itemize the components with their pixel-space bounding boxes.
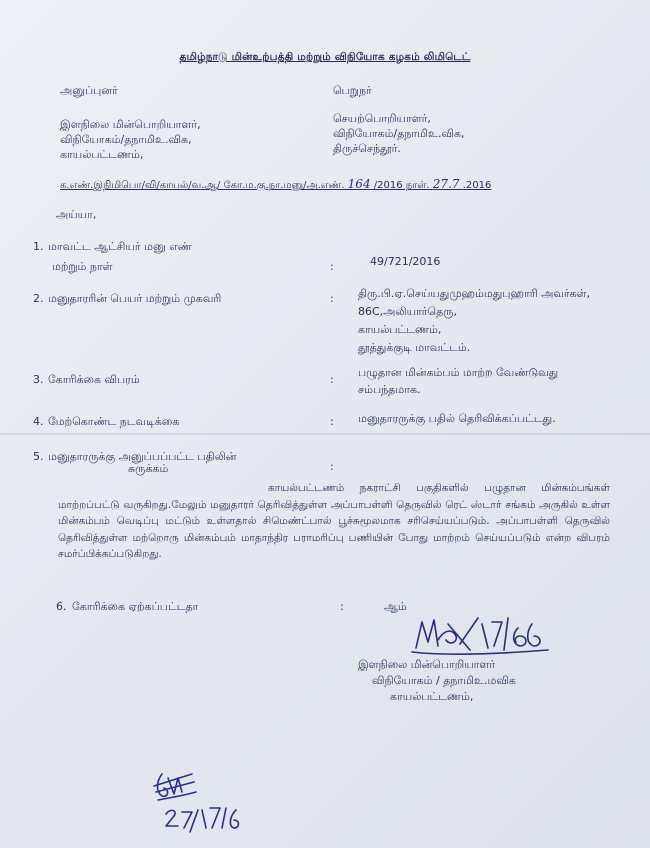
- handwritten-initials-date: [148, 770, 243, 835]
- signatory-department: விநியோகம் / தநாமிஉ.மவிக: [372, 674, 516, 687]
- recipient-line-3: திருச்செந்தூர்.: [333, 142, 401, 155]
- recipient-line-2: விநியோகம்/தநாமிஉ.விக,: [333, 127, 465, 140]
- item-4-label: மேற்கொண்ட நடவடிக்கை: [48, 415, 180, 428]
- item-1-label: மாவட்ட ஆட்சியர் மனு எண்: [48, 240, 192, 253]
- letter-number-handwritten: 164: [347, 177, 371, 191]
- item-3-number: 3.: [33, 373, 44, 386]
- item-2-colon: :: [330, 292, 334, 305]
- item-1-number: 1.: [33, 240, 44, 253]
- item-1-colon: :: [330, 260, 334, 273]
- item-4-number: 4.: [33, 415, 44, 428]
- item-2-value-line-2: 86C,அலியார்தெரு,: [358, 305, 457, 318]
- item-6-label: கோரிக்கை ஏற்கப்பட்டதா: [72, 600, 199, 613]
- signatory-title: இளநிலை மின்பொறியாளர்: [358, 658, 496, 671]
- item-4-value: மனுதாரருக்கு பதில் தெரிவிக்கப்பட்டது.: [358, 412, 556, 425]
- item-3-value-line-2: சம்பந்தமாக.: [358, 383, 421, 396]
- item-4-colon: :: [330, 415, 334, 428]
- item-5-label: மனுதாரருக்கு அனுப்பப்பட்ட பதிலின்: [48, 450, 237, 463]
- date-handwritten: 27.7: [432, 177, 460, 191]
- sender-line-1: இளநிலை மின்பொறியாளர்,: [60, 118, 201, 131]
- reference-year: /2016 நாள்.: [373, 180, 430, 191]
- item-1-label-line-2: மற்றும் நாள்: [52, 260, 113, 273]
- item-1-value: 49/721/2016: [370, 255, 441, 268]
- recipient-heading: பெறுநர்: [333, 84, 372, 97]
- item-2-number: 2.: [33, 292, 44, 305]
- reference-prefix: க.எண்.இநிமிபொ/வி/காயல்/வ.ஆ/ கோ.ம.கு.நா.மனு/அ.எண்.: [60, 180, 345, 191]
- item-5-number: 5.: [33, 450, 44, 463]
- item-5-colon: :: [330, 460, 334, 473]
- item-2-label: மனுதாரரின் பெயர் மற்றும் முகவரி: [48, 292, 222, 305]
- item-2-value-line-1: திரு.பி.ஏ.செய்யதுமுஹம்மதுபுஹாரி அவர்கள்,: [358, 287, 591, 300]
- item-3-value-line-1: பழுதான மின்கம்பம் மாற்ற வேண்டுவது: [358, 366, 559, 379]
- sender-heading: அனுப்புனர்: [60, 84, 118, 97]
- letterhead-title: தமிழ்நாடு மின்உற்பத்தி மற்றும் விநியோக கழகம் லிமிடெட்: [179, 51, 471, 63]
- handwritten-signature: [408, 610, 558, 660]
- sender-line-3: காயல்பட்டணம்,: [60, 148, 144, 161]
- item-6-colon: :: [340, 600, 344, 613]
- item-5-label-line-2: சுருக்கம்: [128, 462, 169, 475]
- item-2-value-line-4: தூத்துக்குடி மாவட்டம்.: [358, 341, 471, 354]
- sender-line-2: விநியோகம்/தநாமிஉ.விக,: [60, 133, 192, 146]
- item-3-label: கோரிக்கை விபரம்: [48, 373, 140, 386]
- signatory-location: காயல்பட்டணம்,: [390, 690, 474, 703]
- reply-summary-paragraph: காயல்பட்டணம் நகராட்சி பகுதிகளில் பழுதான மின்கம்பங்கள் மாற்றப்பட்டு வருகிறது.மேலும் மனுதாரர் தெரிவித்துள்ள அப்பாபள்ளி தெருவில் ரெட் ஸ்டார் சங்கம் அருகில் உள்ள மின்கம்பம் வெடிப்பு மட்டும் உள்ளதால் சிமெண்ட்பால் பூச்சுமூலமாக சரிசெய்யப்படும். அப்பாபள்ளி தெருவில் தெரிவித்துள்ள மற்றொரு மின்கம்பம் மாதாந்திர பராமரிப்பு பணியின் போது மாற்றம் செய்யப்படும் என்ற விபரம் சமர்ப்பிக்கப்படுகிறது.: [58, 482, 610, 560]
- reference-line: [60, 178, 491, 192]
- item-6-number: 6.: [56, 600, 67, 613]
- item-2-value-line-3: காயல்பட்டணம்,: [358, 323, 442, 336]
- recipient-line-1: செயற்பொறியாளர்,: [333, 112, 431, 125]
- reference-date-suffix: .2016: [462, 180, 492, 191]
- paper-fold-line: [0, 433, 650, 435]
- item-3-colon: :: [330, 373, 334, 386]
- item-6-value: ஆம்: [384, 600, 407, 613]
- salutation: அய்யா,: [56, 208, 97, 221]
